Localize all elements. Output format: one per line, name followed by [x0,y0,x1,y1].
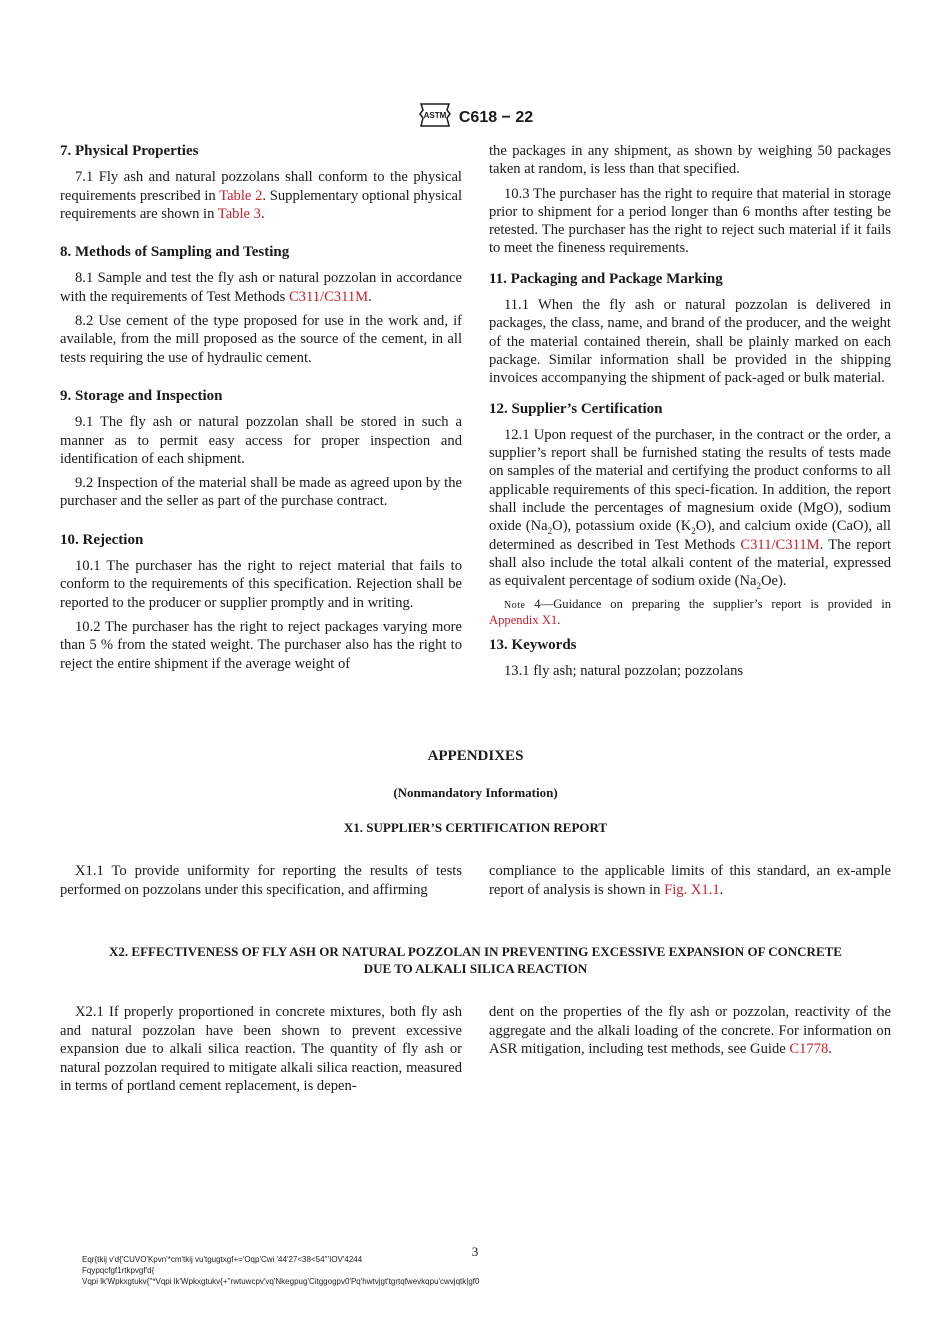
c1778-link[interactable]: C1778 [789,1041,829,1058]
svg-text:ASTM: ASTM [423,111,447,120]
appendix-x1-link[interactable]: Appendix X1 [489,612,558,627]
paragraph-8-2: 8.2 Use cement of the type proposed for use in the work and, if available, from the mill proposed as the source of the cement, in all tests requiring the use of hydraulic cement. [60,313,462,366]
x1-1-left [60,862,462,899]
paragraph-9-1: 9.1 The fly ash or natural pozzolan shall be stored in such a manner as to permit easy access for proper inspection and identification of each shipment. [60,414,462,467]
appendixes-title: APPENDIXES [427,748,524,764]
section-7-title: 7. Physical Properties [60,143,199,159]
table-3-link[interactable]: Table 3 [217,205,261,222]
paragraph-10-1: 10.1 The purchaser has the right to reject material that fails to conform to the requirements of this specification. Rejection shall be reported to the producer or supplier promptly and in writing. [60,558,462,611]
section-11-title: 11. Packaging and Package Marking [489,270,723,287]
paragraph-8-1: 8.1 Sample and test the fly ash or natural pozzolan in accordance with the requirements of Test Methods C311/C311M. [60,270,462,305]
section-8-title: 8. Methods of Sampling and Testing [60,244,290,261]
x2-title: X2. EFFECTIVENESS OF FLY ASH OR NATURAL POZZOLAN IN PREVENTING EXCESSIVE EXPANSION OF CONCRETE DUE TO ALKALI SILICA REACTION [109,944,842,976]
paragraph-12-1: 12.1 Upon request of the purchaser, in the contract or the order, a supplier’s report shall be furnished stating the results of tests made on samples of the material and certifying the product conforms to all applicable requirements of this speci-fication. In addition, the report shall include the percentages of magnesium oxide (MgO), sodium oxide $(Na_2O)$, potassium oxide $(K_2O)$, and calcium oxide (CaO), all determined as described in Test Methods C311/C311M. The report shall also include the total alkali content of the material, expressed as equivalent percentage of sodium oxide $(Na_2Oe)$. [489,426,891,592]
paragraph-10-2-continued: the packages in any shipment, as shown by weighing 50 packages taken at random, is less than that specified. [489,143,891,178]
appendixes-subtitle: (Nonmandatory Information) [393,785,558,800]
standard-designation: C618 − 22 [458,108,534,126]
right-column [489,142,891,686]
section-10-title: 10. Rejection [60,531,144,548]
paragraph-7-1: 7.1 Fly ash and natural pozzolans shall conform to the physical requirements prescribed in Table 2. Supplementary optional physical requirements are shown in Table 3. [60,169,462,222]
c311-link[interactable]: C311/C311M [288,288,369,305]
copyright-footer: Eqr{tkij v'd{'CUVO'Kpvn'*cm'tkij vu'tgugtxgf+='Oqp'Cwi '44'27<38<54'''IOV'4244 Fqypqcfgf1rtkpvgf'd{ Vqpi lk'Wpkxgtukv{''*Vqpi lk'Wpkxgtukv{+''rwtuwcpv'vq'Nkegpug'Citggogpv0'Pq'hwtvjgt'tgrtqfwevkqpu'cwvjqtk|gf0 [82,1255,480,1286]
paragraph-10-2: 10.2 The purchaser has the right to reject packages varying more than 5 % from the stated weight. The purchaser also has the right to reject the entire shipment if the average weight of [60,618,462,672]
left-column [60,142,462,679]
section-13-title: 13. Keywords [489,636,577,653]
paragraph-11-1: 11.1 When the fly ash or natural pozzolan is delivered in packages, the class, name, and brand of the producer, and the weight of the material contained therein, shall be plainly marked on each package. Similar information shall be provided in the shipping invoices accompanying the shipment of pack-aged or bulk material. [489,297,891,387]
c311-link-2[interactable]: C311/C311M [740,536,820,553]
x1-title: X1. SUPPLIER’S CERTIFICATION REPORT [343,820,608,835]
x2-1-left [60,1003,462,1096]
x1-1-right: compliance to the applicable limits of this standard, an ex-ample report of analysis is shown in Fig. X1.1. [489,863,891,898]
x2-1-paragraph: X2.1 If properly proportioned in concrete mixtures, both fly ash and natural pozzolan have been shown to prevent excessive expansion due to alkali silica reaction. The quantity of fly ash or natural pozzolan required to mitigate alkali silica reaction, measured in terms of portland cement replacement, is depen- [60,1004,462,1095]
table-2-link[interactable]: Table 2 [219,187,263,204]
x1-1-paragraph: X1.1 To provide uniformity for reporting the results of tests performed on pozzolans under this specification, and affirming [60,863,462,898]
astm-logo-icon [417,100,453,135]
section-9-title: 9. Storage and Inspection [60,387,223,404]
paragraph-13-1: 13.1 fly ash; natural pozzolan; pozzolans [504,662,744,679]
note-4: Note 4—Guidance on preparing the supplier’s report is provided in Appendix X1. [489,596,891,627]
paragraph-9-2: 9.2 Inspection of the material shall be made as agreed upon by the purchaser and the seller as part of the purchase contract. [60,475,462,510]
section-12-title: 12. Supplier’s Certification [489,400,663,417]
fig-x1-1-link[interactable]: Fig. X1.1 [664,881,720,898]
page-header [0,100,950,135]
page-number: 3 [471,1244,479,1259]
paragraph-10-3: 10.3 The purchaser has the right to require that material in storage prior to shipment for a period longer than 6 months after testing be retested. The purchaser has the right to reject such material if it fails to meet the fineness requirements. [489,185,891,257]
x2-1-right: dent on the properties of the fly ash or pozzolan, reactivity of the aggregate and the alkali loading of the concrete. For information on ASR mitigation, including test methods, see Guide C1778. [489,1004,891,1058]
